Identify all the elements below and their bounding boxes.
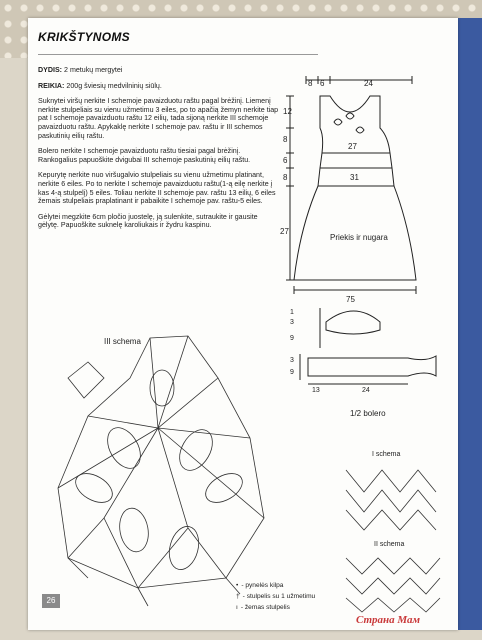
legend-row	[236, 580, 356, 591]
diagrams-svg	[28, 18, 458, 630]
side-strip	[458, 18, 482, 630]
dress-diagram	[286, 76, 416, 294]
bolero-dim-1: 3	[290, 357, 294, 364]
paragraph-flower: Gėlytei megzkite 6cm pločio juostelę, ją sulenkite, sutraukite ir gausite gėlytę. Papuoškite suknelę karoliukais ir žydru kaspinu.	[38, 212, 258, 230]
watermark-logo: Страна Мам	[356, 614, 421, 626]
legend-symbol: ı	[236, 604, 238, 611]
dress-label: Priekis ir nugara	[330, 233, 388, 242]
schema-1-label: I schema	[372, 451, 401, 458]
hat-dim-1: 1	[290, 309, 294, 316]
dim-hem: 75	[346, 295, 355, 304]
schema-2-diagram	[346, 558, 440, 612]
hat-dim-2: 3	[290, 319, 294, 326]
dim-side-4: 8	[283, 173, 288, 182]
hat-dim-3: 9	[290, 335, 294, 342]
legend-row	[236, 591, 356, 602]
dim-side-3: 6	[283, 156, 288, 165]
dim-waist-top: 27	[348, 142, 357, 151]
paragraph-dress: Suknytei viršų nerkite I schemoje pavaizduotu raštu pagal brėžinį. Liemenį nerkite stulpeliais su vienu užmetimu 3 eiles, po to apačią žemyn nerkite tiap pat I schemoje pavaizduotu raštu 12 eilių, tada sijoną nerkite III schemoje pavaizduotu raštu. Apykaklę nerkite I schemoje pav. raštu ir III schemos paskutinių eilių raštu.	[38, 97, 279, 140]
dim-top-2: 6	[320, 79, 325, 88]
legend-text: - žemas stulpelis	[240, 604, 290, 611]
legend-text: - stulpelis su 1 užmetimu	[242, 593, 316, 600]
dim-top-1: 8	[308, 79, 313, 88]
hat-diagram	[320, 308, 380, 348]
dim-side-2: 8	[283, 135, 288, 144]
bolero-width-2: 24	[362, 387, 370, 394]
schema-2-label: II schema	[374, 541, 405, 548]
dim-waist: 31	[350, 173, 359, 182]
schema-1-diagram	[346, 470, 436, 530]
dim-top-3: 24	[364, 79, 373, 88]
paragraph-hat: Kepurytę nerkite nuo viršugalvio stulpeliais su vienu užmetimu platinant, nerkite 6 eiles. Po to nerkite I schemoje pavaizduotu raštu(1-ą eilę nerkite į kas 4-ą stulpelį) 5 eiles. Toliau nerkite II schemoje pav. raštu 13 eilių, 6 eiles žemais stulpeliais praplatinant ir pabaikite I schemoje pav. raštu-5 eiles.	[38, 171, 276, 206]
materials-line: REIKIA: 200g šviesių medvilninių siūlų.	[38, 81, 162, 90]
legend-row	[236, 602, 356, 613]
legend-symbol: †	[236, 593, 240, 600]
schema-3-label: III schema	[104, 337, 141, 346]
stitch-legend	[236, 580, 356, 613]
size-line: DYDIS: 2 metukų mergytei	[38, 66, 123, 74]
bolero-dim-2: 9	[290, 369, 294, 376]
bolero-label: 1/2 bolero	[350, 409, 386, 418]
dim-side-1: 12	[283, 107, 292, 116]
bolero-width-1: 13	[312, 387, 320, 394]
bolero-diagram	[300, 354, 436, 384]
legend-text: - pynelės kilpa	[241, 582, 284, 589]
legend-symbol: •	[236, 582, 239, 589]
page-number: 26	[42, 594, 60, 608]
magazine-sheet	[28, 18, 458, 630]
paragraph-bolero: Bolero nerkite I schemoje pavaizduotu raštu tiesiai pagal brėžinį. Rankogalius papuoškite dvigubai III schemoje paskutinių eilių raštu.	[38, 147, 251, 164]
page-title: KRIKŠTYNOMS	[38, 30, 130, 44]
dim-side-5: 27	[280, 227, 289, 236]
schema-3-diagram	[58, 336, 264, 606]
